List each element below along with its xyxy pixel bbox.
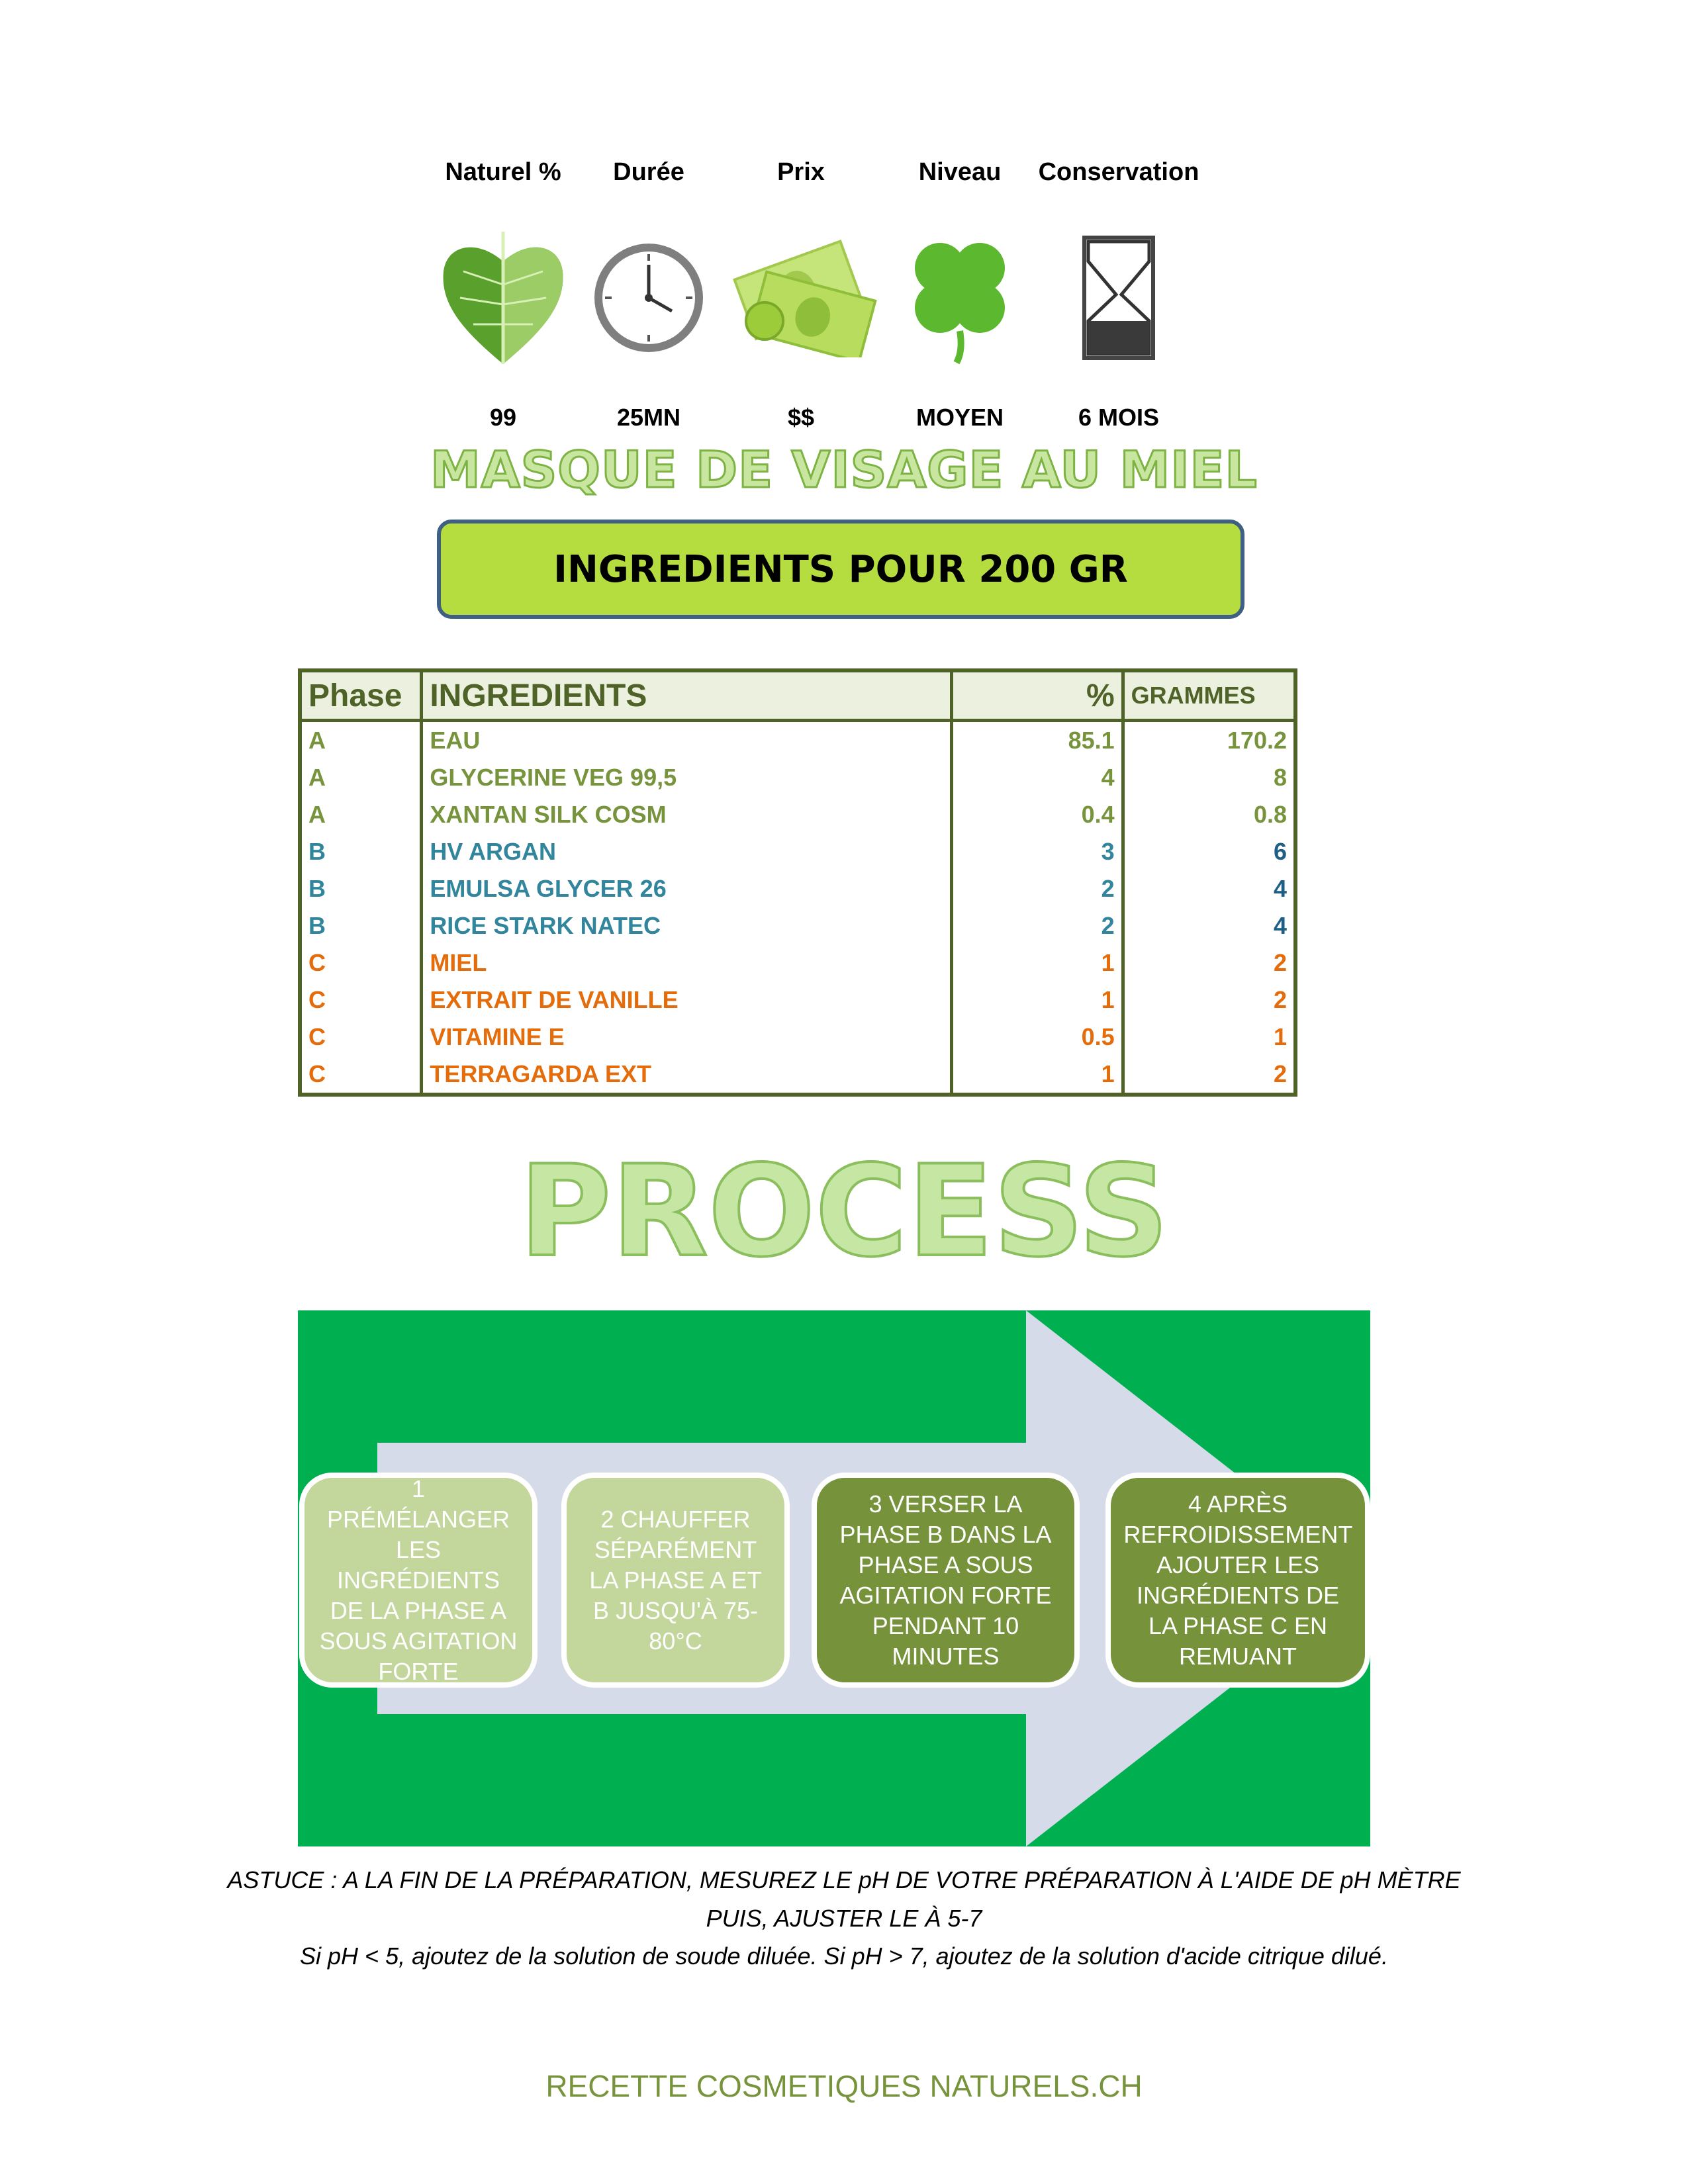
cell-grams: 8 [1123, 759, 1295, 796]
tip-line-3: Si pH < 5, ajoutez de la solution de soude diluée. Si pH > 7, ajoutez de la solution d'acide citrique dilué. [300, 1942, 1388, 1970]
cell-phase: A [300, 721, 422, 760]
info-value-naturel: 99 [489, 404, 517, 431]
cell-percent: 3 [951, 833, 1123, 870]
cell-grams: 4 [1123, 870, 1295, 907]
cell-ingredient: EAU [422, 721, 952, 760]
process-step-1 [299, 1473, 538, 1688]
header-ingredients: INGREDIENTS [422, 670, 952, 721]
cell-grams: 6 [1123, 833, 1295, 870]
process-step-2 [561, 1473, 790, 1688]
info-value-niveau: MOYEN [915, 404, 1004, 431]
process-step-1-text: 1 PRÉMÉLANGER LES INGRÉDIENTS DE LA PHASE A SOUS AGITATION FORTE [319, 1475, 518, 1685]
cell-ingredient: GLYCERINE VEG 99,5 [422, 759, 952, 796]
info-label-prix: Prix [777, 158, 825, 186]
cell-phase: A [300, 759, 422, 796]
cell-percent: 4 [951, 759, 1123, 796]
cell-percent: 0.4 [951, 796, 1123, 833]
table-row [300, 870, 1295, 907]
cell-grams: 0.8 [1123, 796, 1295, 833]
info-label-duree: Durée [613, 158, 684, 186]
clock-icon [563, 218, 735, 377]
process-step-4-text: 4 APRÈS REFROIDISSEMENT AJOUTER LES INGRÉDIENTS DE LA PHASE C EN REMUANT [1123, 1490, 1353, 1670]
ingredients-table [298, 668, 1297, 1097]
cell-phase: B [300, 907, 422, 944]
info-prix [715, 152, 887, 432]
table-row [300, 1056, 1295, 1095]
cell-percent: 1 [951, 981, 1123, 1019]
info-duree [563, 152, 735, 432]
hourglass-icon [1019, 218, 1218, 377]
cell-phase: A [300, 796, 422, 833]
cell-grams: 4 [1123, 907, 1295, 944]
info-label-niveau: Niveau [918, 158, 1002, 186]
cell-grams: 1 [1123, 1019, 1295, 1056]
cell-phase: C [300, 981, 422, 1019]
table-header-row [300, 670, 1295, 721]
info-label-naturel: Naturel % [445, 158, 561, 186]
table-row [300, 907, 1295, 944]
info-value-prix: $$ [787, 404, 815, 431]
cell-percent: 2 [951, 870, 1123, 907]
tip-line-1: ASTUCE : A LA FIN DE LA PRÉPARATION, MESUREZ LE pH DE VOTRE PRÉPARATION À L'AIDE DE pH MÈTRE [227, 1866, 1461, 1893]
process-title: PROCESS [519, 1138, 1169, 1285]
cell-phase: C [300, 944, 422, 981]
cell-phase: C [300, 1019, 422, 1056]
cell-ingredient: EMULSA GLYCER 26 [422, 870, 952, 907]
cell-grams: 2 [1123, 1056, 1295, 1095]
table-row [300, 759, 1295, 796]
cell-ingredient: XANTAN SILK COSM [422, 796, 952, 833]
cell-percent: 85.1 [951, 721, 1123, 760]
cell-ingredient: HV ARGAN [422, 833, 952, 870]
info-value-duree: 25MN [616, 404, 681, 431]
cell-ingredient: RICE STARK NATEC [422, 907, 952, 944]
table-row [300, 981, 1295, 1019]
cell-percent: 1 [951, 944, 1123, 981]
cell-percent: 1 [951, 1056, 1123, 1095]
header-percent: % [951, 670, 1123, 721]
cell-phase: B [300, 870, 422, 907]
table-row [300, 1019, 1295, 1056]
cell-percent: 2 [951, 907, 1123, 944]
tip-line-2: PUIS, AJUSTER LE À 5-7 [706, 1905, 982, 1932]
info-conservation [1019, 152, 1218, 432]
cell-ingredient: MIEL [422, 944, 952, 981]
process-step-2-text: 2 CHAUFFER SÉPARÉMENT LA PHASE A ET B JUSQU'À 75-80°C [589, 1505, 762, 1655]
ingredients-banner-text: INGREDIENTS POUR 200 GR [553, 547, 1128, 591]
table-row [300, 721, 1295, 760]
info-value-conservation: 6 MOIS [1078, 404, 1160, 431]
cell-grams: 2 [1123, 944, 1295, 981]
process-step-4 [1105, 1473, 1370, 1688]
cell-grams: 170.2 [1123, 721, 1295, 760]
process-step-3-text: 3 VERSER LA PHASE B DANS LA PHASE A SOUS AGITATION FORTE PENDANT 10 MINUTES [839, 1490, 1052, 1670]
info-label-conservation: Conservation [1038, 158, 1199, 186]
money-icon [715, 218, 887, 377]
cell-ingredient: VITAMINE E [422, 1019, 952, 1056]
table-row [300, 833, 1295, 870]
cell-ingredient: EXTRAIT DE VANILLE [422, 981, 952, 1019]
table-row [300, 796, 1295, 833]
process-step-3 [812, 1473, 1080, 1688]
header-grammes: GRAMMES [1123, 670, 1295, 721]
cell-phase: B [300, 833, 422, 870]
footer-text: RECETTE COSMETIQUES NATURELS.CH [545, 2069, 1143, 2103]
cell-percent: 0.5 [951, 1019, 1123, 1056]
ingredients-banner [437, 520, 1244, 619]
header-phase: Phase [300, 670, 422, 721]
table-row [300, 944, 1295, 981]
cell-phase: C [300, 1056, 422, 1095]
cell-grams: 2 [1123, 981, 1295, 1019]
cell-ingredient: TERRAGARDA EXT [422, 1056, 952, 1095]
recipe-title: MASQUE DE VISAGE AU MIEL [430, 440, 1258, 499]
